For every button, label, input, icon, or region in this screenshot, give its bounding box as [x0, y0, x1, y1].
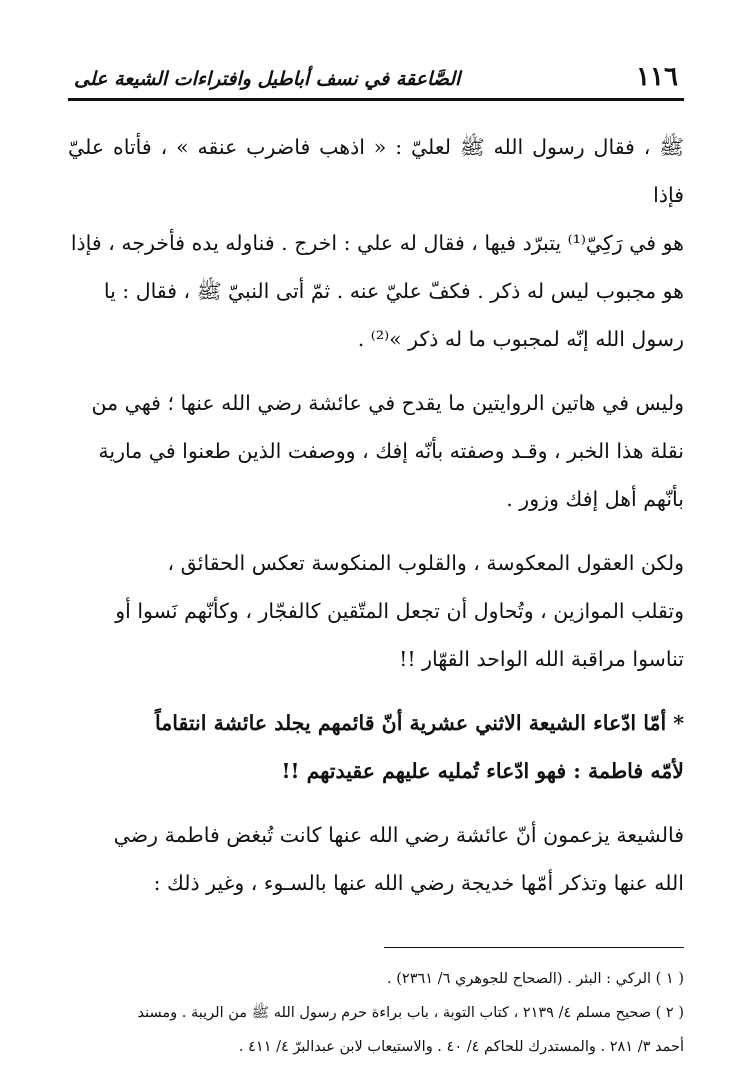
running-title: الصَّاعقة في نسف أباطيل وافتراءات الشيعة على [74, 68, 461, 90]
paragraph-shia-claim: فالشيعة يزعمون أنّ عائشة رضي الله عنها كانت تُبغض فاطمة رضي الله عنها وتذكر أمّها خديجة رضي الله عنها بالسـوء ، وغير ذلك : [113, 823, 684, 895]
paragraph-commentary: وليس في هاتين الروايتين ما يقدح في عائشة رضي الله عنها ؛ فهي من نقلة هذا الخبر ، وقـد وصفته بأنّه إفك ، ووصفت الذين طعنوا في مارية بأنّهم أهل إفك وزور . [91, 391, 684, 511]
footnote-1: ( ١ ) الركي : البئر . (الصحاح للجوهري ٦/ ٢٣٦١) . [387, 971, 684, 987]
footnote-2: ( ٢ ) صحيح مسلم ٤/ ٢١٣٩ ، كتاب التوبة ، باب براءة حرم رسول الله ﷺ من الريبة . ومسند أحمد ٣/ ٢٨١ . والمستدرك للحاكم ٤/ ٤٠ . والاستيعاب لابن عبدالبرّ ٤/ ٤١١ . [137, 1005, 684, 1055]
paragraph-reversed-minds: ولكن العقول المعكوسة ، والقلوب المنكوسة تعكس الحقائق ، وتقلب الموازين ، وتُحاول أن تجعل المتّقين كالفجّار ، وكأنّهم نَسوا أو تناسوا مراقبة الله الواحد القهّار !! [115, 551, 684, 671]
page-number: ١١٦ [636, 62, 678, 92]
paragraph-claim-heading: * أمّا ادّعاء الشيعة الاثني عشرية أنّ قائمهم يجلد عائشة انتقاماً لأمّه فاطمة : فهو ادّعاء تُمليه عليهم عقيدتهم !! [155, 711, 684, 783]
footnotes [68, 962, 684, 1064]
page-header [68, 52, 684, 101]
paragraph-narration: ﷺ ، فقال رسول الله ﷺ لعليّ : « اذهب فاضرب عنقه » ، فأتاه عليّ فإذا هو في رَكِيّ⁽¹⁾ يتبرّد فيها ، فقال له علي : اخرج . فناوله يده فأخرجه ، فإذا هو مجبوب ليس له ذكر . فكفّ عليّ عنه . ثمّ أتى النبيّ ﷺ ، فقال : يا رسول الله إنّه لمجبوب ما له ذكر »⁽²⁾ . [68, 135, 684, 351]
page-body [68, 123, 684, 907]
footnote-divider [384, 947, 684, 948]
